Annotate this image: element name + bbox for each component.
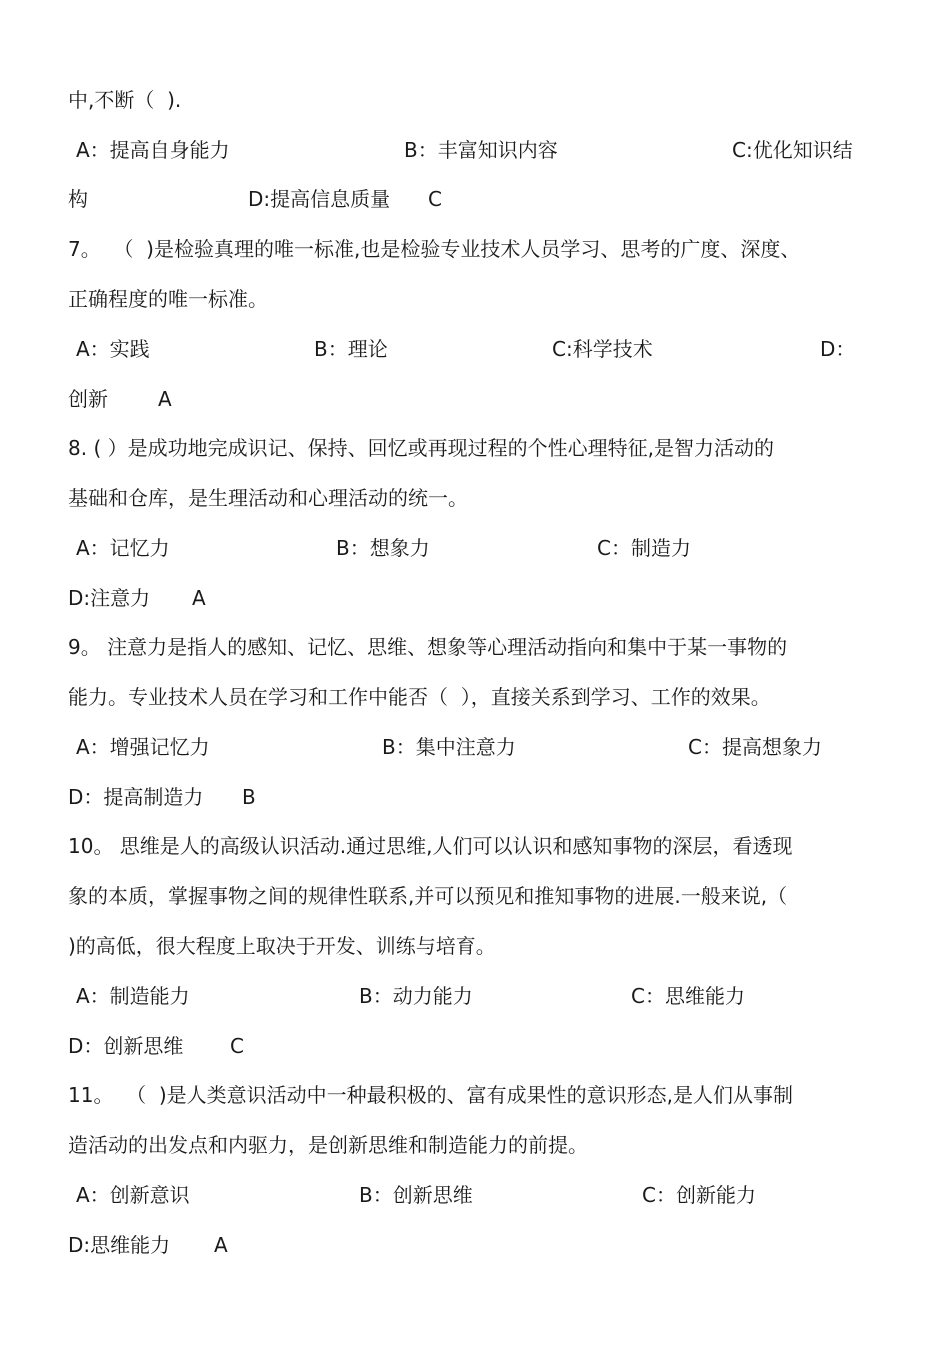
q9-option-d: D：提高制造力 [68,785,204,809]
q6-stem-tail [68,85,888,115]
q8-option-c: C：制造力 [597,536,691,560]
q11-option-a: A：创新意识 [76,1183,190,1207]
q6-options-row1 [68,135,888,165]
q7-stem-text-2: 正确程度的唯一标准。 [68,287,268,311]
q6-option-b: B：丰富知识内容 [404,138,558,162]
q10-stem-text-2: 象的本质，掌握事物之间的规律性联系,并可以预见和推知事物的进展.一般来说,（ [68,884,788,908]
q7-stem-line1 [68,234,888,264]
q9-options-row1 [68,732,888,762]
q10-options-row2 [68,1031,888,1061]
q8-option-a: A：记忆力 [76,536,170,560]
q7-answer: A [158,387,172,411]
q6-option-d: D:提高信息质量 [248,187,391,211]
q9-option-b: B：集中注意力 [382,735,516,759]
q10-stem-line1 [68,831,888,861]
q11-options-row2 [68,1230,888,1260]
q11-stem-text-1: 11。 （ )是人类意识活动中一种最积极的、富有成果性的意识形态,是人们从事制 [68,1083,794,1107]
q7-options-row2 [68,384,888,414]
q11-answer: A [214,1233,228,1257]
q7-option-c: C:科学技术 [552,337,653,361]
q7-options-row1 [68,334,888,364]
q8-options-row2 [68,583,888,613]
q11-option-d: D:思维能力 [68,1233,171,1257]
q6-option-a: A：提高自身能力 [76,138,230,162]
q9-stem-line2 [68,682,888,712]
q11-stem-line2 [68,1130,888,1160]
q6-answer: C [428,187,442,211]
q7-stem-line2 [68,284,888,314]
q9-option-c: C：提高想象力 [688,735,822,759]
q8-option-d: D:注意力 [68,586,151,610]
q6-option-c-continued: 构 [68,187,88,211]
q11-options-row1 [68,1180,888,1210]
q7-option-d-continued: 创新 [68,387,108,411]
q10-options-row1 [68,981,888,1011]
q8-stem-text-1: 8. ( ）是成功地完成识记、保持、回忆或再现过程的个性心理特征,是智力活动的 [68,436,774,460]
q11-stem-text-2: 造活动的出发点和内驱力，是创新思维和制造能力的前提。 [68,1133,588,1157]
q11-option-b: B：创新思维 [359,1183,473,1207]
q6-stem-text: 中,不断（ ). [68,88,182,112]
q6-options-row2 [68,184,888,214]
q8-stem-line2 [68,483,888,513]
q9-answer: B [242,785,256,809]
q7-option-b: B：理论 [314,337,388,361]
q10-stem-text-1: 10。 思维是人的高级认识活动.通过思维,人们可以认识和感知事物的深层，看透现 [68,834,793,858]
q6-option-c: C:优化知识结 [732,138,853,162]
q10-option-c: C：思维能力 [631,984,745,1008]
q11-option-c: C：创新能力 [642,1183,756,1207]
q10-answer: C [230,1034,244,1058]
q10-option-a: A：制造能力 [76,984,190,1008]
q8-stem-text-2: 基础和仓库，是生理活动和心理活动的统一。 [68,486,468,510]
q8-stem-line1 [68,433,888,463]
q11-stem-line1 [68,1080,888,1110]
q8-answer: A [192,586,206,610]
q9-options-row2 [68,782,888,812]
q10-stem-line3 [68,931,888,961]
q9-stem-text-2: 能力。专业技术人员在学习和工作中能否（ ），直接关系到学习、工作的效果。 [68,685,771,709]
q10-option-d: D：创新思维 [68,1034,184,1058]
q8-options-row1 [68,533,888,563]
q9-stem-text-1: 9。 注意力是指人的感知、记忆、思维、想象等心理活动指向和集中于某一事物的 [68,635,788,659]
q10-stem-text-3: )的高低，很大程度上取决于开发、训练与培育。 [68,934,496,958]
q8-option-b: B：想象力 [336,536,430,560]
q7-stem-text-1: 7。 （ )是检验真理的唯一标准,也是检验专业技术人员学习、思考的广度、深度、 [68,237,801,261]
q9-option-a: A：增强记忆力 [76,735,210,759]
q10-stem-line2 [68,881,888,911]
q7-option-a: A：实践 [76,337,150,361]
q9-stem-line1 [68,632,888,662]
q7-option-d: D： [820,337,856,361]
q10-option-b: B：动力能力 [359,984,473,1008]
